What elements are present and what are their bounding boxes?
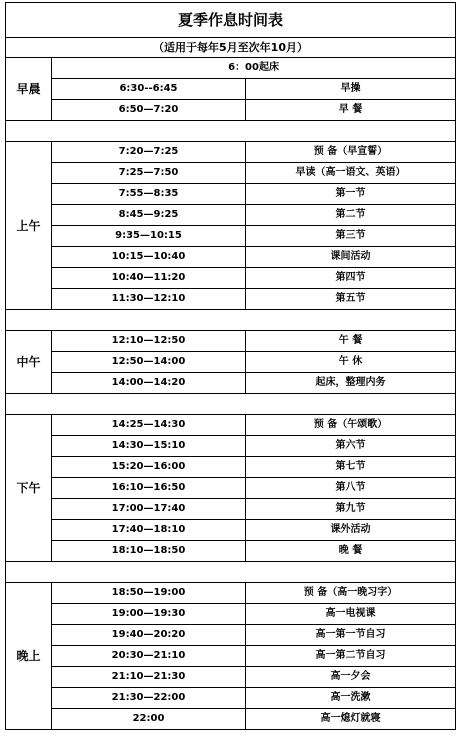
spacer-cell xyxy=(6,562,456,583)
time-cell: 18:50—19:00 xyxy=(52,583,246,604)
activity-cell: 高一夕会 xyxy=(246,667,456,688)
schedule-row xyxy=(6,541,456,562)
time-cell: 16:10—16:50 xyxy=(52,478,246,499)
activity-cell: 高一电视课 xyxy=(246,604,456,625)
activity-cell: 第八节 xyxy=(246,478,456,499)
activity-cell: 第一节 xyxy=(246,184,456,205)
activity-cell: 课间活动 xyxy=(246,247,456,268)
schedule-row xyxy=(6,667,456,688)
time-cell: 7:25—7:50 xyxy=(52,163,246,184)
time-cell: 12:10—12:50 xyxy=(52,331,246,352)
activity-cell: 课外活动 xyxy=(246,520,456,541)
schedule-row xyxy=(6,100,456,121)
section-label: 晚上 xyxy=(6,583,52,730)
schedule-subtitle: （适用于每年5月至次年10月） xyxy=(6,38,456,58)
activity-cell: 第三节 xyxy=(246,226,456,247)
time-cell: 10:15—10:40 xyxy=(52,247,246,268)
section-label: 早晨 xyxy=(6,58,52,121)
activity-full-cell: 6：00起床 xyxy=(52,58,456,79)
schedule-row xyxy=(6,478,456,499)
activity-cell: 第四节 xyxy=(246,268,456,289)
activity-cell: 早读（高一语文、英语） xyxy=(246,163,456,184)
time-cell: 14:30—15:10 xyxy=(52,436,246,457)
time-cell: 14:25—14:30 xyxy=(52,415,246,436)
schedule-row xyxy=(6,163,456,184)
schedule-row xyxy=(6,289,456,310)
spacer-cell xyxy=(6,121,456,142)
schedule-row xyxy=(6,205,456,226)
schedule-row xyxy=(6,352,456,373)
activity-cell: 第六节 xyxy=(246,436,456,457)
schedule-row xyxy=(6,373,456,394)
section-spacer xyxy=(6,562,456,583)
schedule-table xyxy=(5,2,456,730)
schedule-row xyxy=(6,415,456,436)
section-label: 上午 xyxy=(6,142,52,310)
schedule-row xyxy=(6,709,456,730)
time-cell: 6:30--6:45 xyxy=(52,79,246,100)
spacer-cell xyxy=(6,394,456,415)
activity-cell: 高一第二节自习 xyxy=(246,646,456,667)
schedule-row xyxy=(6,268,456,289)
activity-cell: 午 休 xyxy=(246,352,456,373)
activity-cell: 早操 xyxy=(246,79,456,100)
activity-cell: 预 备（早宣誓） xyxy=(246,142,456,163)
schedule-row xyxy=(6,499,456,520)
time-cell: 7:55—8:35 xyxy=(52,184,246,205)
schedule-row xyxy=(6,457,456,478)
activity-cell: 晚 餐 xyxy=(246,541,456,562)
activity-cell: 第七节 xyxy=(246,457,456,478)
activity-cell: 午 餐 xyxy=(246,331,456,352)
time-cell: 7:20—7:25 xyxy=(52,142,246,163)
section-label: 中午 xyxy=(6,331,52,394)
time-cell: 6:50—7:20 xyxy=(52,100,246,121)
schedule-row xyxy=(6,142,456,163)
time-cell: 9:35—10:15 xyxy=(52,226,246,247)
schedule-row xyxy=(6,331,456,352)
activity-cell: 第二节 xyxy=(246,205,456,226)
activity-cell: 第五节 xyxy=(246,289,456,310)
schedule-row xyxy=(6,436,456,457)
schedule-row xyxy=(6,583,456,604)
time-cell: 15:20—16:00 xyxy=(52,457,246,478)
time-cell: 19:00—19:30 xyxy=(52,604,246,625)
schedule-row xyxy=(6,688,456,709)
schedule-row xyxy=(6,646,456,667)
activity-cell: 早 餐 xyxy=(246,100,456,121)
spacer-cell xyxy=(6,310,456,331)
schedule-row xyxy=(6,58,456,79)
activity-cell: 预 备（高一晚习字） xyxy=(246,583,456,604)
activity-cell: 起床，整理内务 xyxy=(246,373,456,394)
activity-cell: 高一洗漱 xyxy=(246,688,456,709)
section-spacer xyxy=(6,310,456,331)
time-cell: 10:40—11:20 xyxy=(52,268,246,289)
time-cell: 8:45—9:25 xyxy=(52,205,246,226)
schedule-row xyxy=(6,247,456,268)
schedule-row xyxy=(6,625,456,646)
time-cell: 21:30—22:00 xyxy=(52,688,246,709)
time-cell: 21:10—21:30 xyxy=(52,667,246,688)
schedule-title: 夏季作息时间表 xyxy=(6,3,456,38)
section-spacer xyxy=(6,394,456,415)
schedule-row xyxy=(6,604,456,625)
schedule-row xyxy=(6,184,456,205)
time-cell: 14:00—14:20 xyxy=(52,373,246,394)
time-cell: 22:00 xyxy=(52,709,246,730)
activity-cell: 预 备（午颂歌） xyxy=(246,415,456,436)
schedule-row xyxy=(6,520,456,541)
time-cell: 17:00—17:40 xyxy=(52,499,246,520)
activity-cell: 第九节 xyxy=(246,499,456,520)
section-spacer xyxy=(6,121,456,142)
activity-cell: 高一第一节自习 xyxy=(246,625,456,646)
time-cell: 11:30—12:10 xyxy=(52,289,246,310)
activity-cell: 高一熄灯就寝 xyxy=(246,709,456,730)
schedule-row xyxy=(6,226,456,247)
section-label: 下午 xyxy=(6,415,52,562)
time-cell: 17:40—18:10 xyxy=(52,520,246,541)
schedule-row xyxy=(6,79,456,100)
time-cell: 12:50—14:00 xyxy=(52,352,246,373)
schedule-sheet xyxy=(5,2,455,730)
time-cell: 19:40—20:20 xyxy=(52,625,246,646)
time-cell: 18:10—18:50 xyxy=(52,541,246,562)
time-cell: 20:30—21:10 xyxy=(52,646,246,667)
